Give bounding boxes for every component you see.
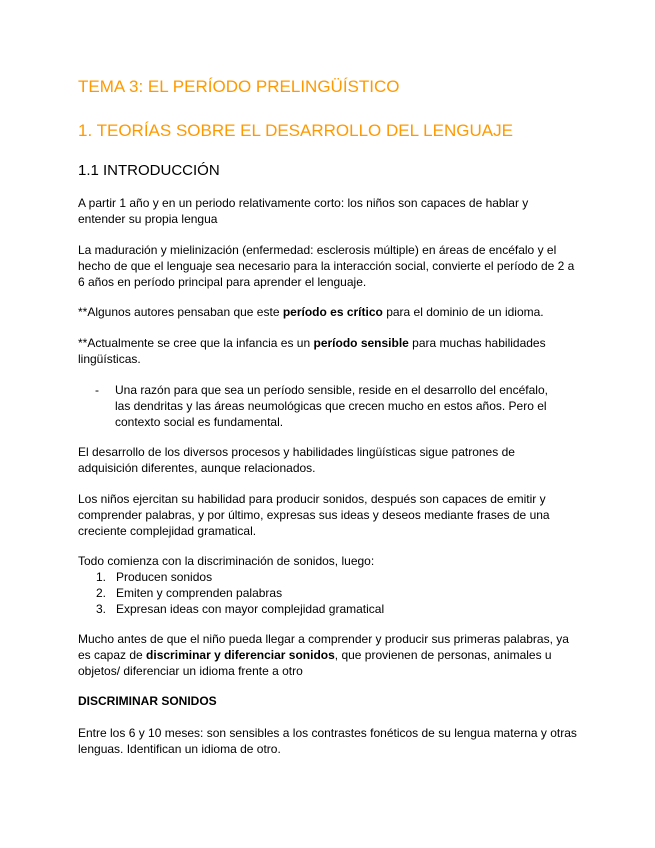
paragraph-1: A partir 1 año y en un periodo relativamente corto: los niños son capaces de hablar y entender su propia lengua (78, 196, 529, 226)
list-item (96, 601, 384, 617)
bullet-dash: - (95, 383, 99, 397)
paragraph-4 (78, 335, 578, 367)
list-text: Expresan ideas con mayor complejidad gramatical (116, 602, 385, 616)
paragraph-5: El desarrollo de los diversos procesos y habilidades lingüísticas sigue patrones de adquisición diferentes, aunque relacionados. (78, 445, 515, 475)
list-number: 3. (96, 602, 107, 616)
paragraph-8 (78, 631, 578, 679)
paragraph-8-text-end: , que provienen de personas, animales u objetos/ diferenciar un idioma frente a otro (78, 648, 552, 678)
numbered-list (96, 569, 384, 617)
list-text: Producen sonidos (116, 570, 213, 584)
list-item (96, 569, 384, 585)
bullet-item (95, 382, 565, 430)
discriminar-sonidos-heading: DISCRIMINAR SONIDOS (78, 694, 217, 708)
list-number: 1. (96, 570, 107, 584)
paragraph-3-text: **Algunos autores pensaban que este (78, 305, 283, 319)
paragraph-4-text-end: para muchas habilidades lingüísticas. (78, 336, 546, 366)
paragraph-8-bold: discriminar y diferenciar sonidos (146, 648, 335, 662)
document-title: TEMA 3: EL PERÍODO PRELINGÜÍSTICO (78, 77, 400, 96)
paragraph-4-text: **Actualmente se cree que la infancia es un (78, 336, 314, 350)
paragraph-4-bold: período sensible (313, 336, 409, 350)
paragraph-9: Entre los 6 y 10 meses: son sensibles a los contrastes fonéticos de su lengua materna y otras lenguas. Identifican un idioma de otro. (78, 726, 577, 756)
list-number: 2. (96, 586, 107, 600)
subsection-heading: 1.1 INTRODUCCIÓN (78, 162, 220, 179)
paragraph-3-text-end: para el dominio de un idioma. (382, 305, 544, 319)
bullet-text: Una razón para que sea un período sensible, reside en el desarrollo del encéfalo, las dendritas y las áreas neumológicas que crecen mucho en estos años. Pero el contexto social es fundamental. (115, 383, 548, 429)
paragraph-3 (78, 304, 578, 320)
paragraph-8-text: Mucho antes de que el niño pueda llegar a comprender y producir sus primeras palabras, ya es capaz de (78, 632, 569, 662)
section-heading: 1. TEORÍAS SOBRE EL DESARROLLO DEL LENGUAJE (78, 121, 513, 140)
paragraph-3-bold: período es crítico (282, 305, 383, 319)
paragraph-2: La maduración y mielinización (enfermedad: esclerosis múltiple) en áreas de encéfalo y el hecho de que el lenguaje sea necesario para la interacción social, convierte el período de 2 a 6 años en período principal para aprender el lenguaje. (78, 243, 575, 289)
list-item (96, 585, 384, 601)
paragraph-6: Los niños ejercitan su habilidad para producir sonidos, después son capaces de emitir y comprender palabras, y por último, expresas sus ideas y deseos mediante frases de una creciente complejidad gramatical. (78, 492, 550, 538)
paragraph-7: Todo comienza con la discriminación de sonidos, luego: (78, 554, 375, 568)
list-text: Emiten y comprenden palabras (116, 586, 283, 600)
